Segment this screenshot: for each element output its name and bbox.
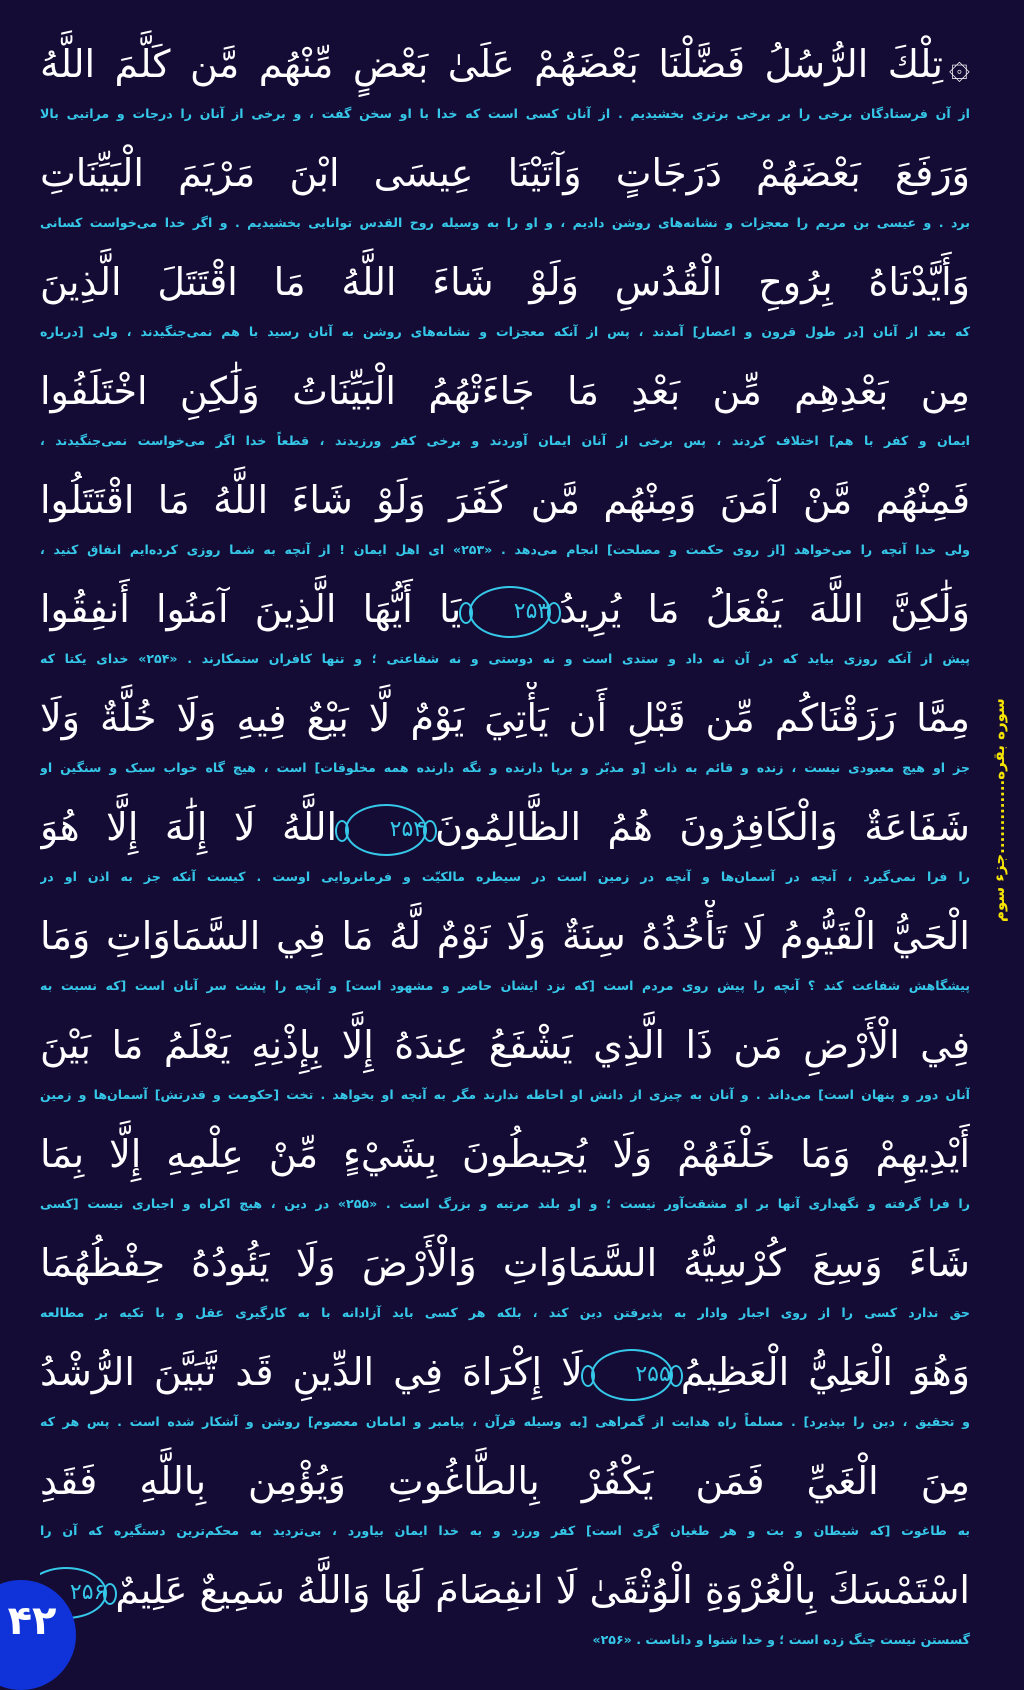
translation-line: ولی خدا آنچه را می‌خواهد [از روی حکمت و مصلحت] انجام می‌دهد . «۲۵۳» ای اهل ایمان ! از آنچه به شما روزی کرده‌ایم انفاق کنید ،: [40, 542, 970, 557]
translation-line: که بعد از آنان [در طول قرون و اعصار] آمدند ، پس از آنکه معجزات و نشانه‌های روشن به آنان رسید با هم نمی‌جنگیدند ، ولی [درباره: [40, 324, 970, 339]
translation-line: پیش از آنکه روزی بیاید که در آن نه داد و ستدی است و نه دوستی و نه شفاعتی ؛ و تنها کافران ستمکارند . «۲۵۴» خدای یکتا که: [40, 651, 970, 666]
verse-block: [40, 28, 970, 137]
translation-line: جز او هیچ معبودی نیست ، زنده و قائم به ذات [و مدبّر و برپا دارنده و نگه دارنده همه مخلوقات] است ، هیچ گاه خواب سبک و سنگین او: [40, 760, 970, 775]
arabic-line: فَمِنْهُم مَّنْ آمَنَ وَمِنْهُم مَّن كَفَرَ وَلَوْ شَاءَ اللَّهُ مَا اقْتَتَلُوا: [40, 478, 970, 522]
verse-block: [40, 464, 970, 573]
arabic-line: [40, 791, 970, 863]
arabic-text: اللَّهُ لَا إِلَٰهَ إِلَّا هُوَ: [40, 805, 338, 849]
rub-el-hizb-icon: ۞: [948, 45, 970, 87]
verse-block: [40, 1554, 970, 1663]
arabic-line: أَيْدِيهِمْ وَمَا خَلْفَهُمْ وَلَا يُحِيطُونَ بِشَيْءٍ مِّنْ عِلْمِهِ إِلَّا بِمَا: [40, 1132, 970, 1176]
translation-line: پیشگاهش شفاعت کند ؟ آنچه را پیش روی مردم است [که نزد ایشان حاضر و مشهود است] و آنچه را پشت سر آنان است [که نسبت به: [40, 978, 970, 993]
verse-block: [40, 137, 970, 246]
verse-number-marker: ۲۵۵: [591, 1349, 673, 1401]
arabic-line: مِنَ الْغَيِّ فَمَن يَكْفُرْ بِالطَّاغُوتِ وَيُؤْمِن بِاللَّهِ فَقَدِ: [40, 1459, 970, 1503]
verse-number-marker: ۲۵۳: [469, 586, 551, 638]
arabic-text: وَلَٰكِنَّ اللَّهَ يَفْعَلُ مَا يُرِيدُ: [559, 587, 970, 631]
verse-block: [40, 355, 970, 464]
verse-block: [40, 1227, 970, 1336]
translation-line: حق ندارد کسی را از روی اجبار وادار به پذیرفتن دین کند ، بلکه هر کسی باید آزادانه با به کارگیری عقل و با تکیه بر مطالعه: [40, 1305, 970, 1320]
translation-line: از آن فرستادگان برخی را بر برخی برتری بخشیدیم . از آنان کسی است که خدا با او سخن گفت ، و برخی از آنان را درجات و مراتبی بالا: [40, 106, 970, 121]
page-number: ۴۲: [7, 1598, 57, 1644]
arabic-line: مِمَّا رَزَقْنَاكُم مِّن قَبْلِ أَن يَأْتِيَ يَوْمٌ لَّا بَيْعٌ فِيهِ وَلَا خُلَّةٌ وَلَا: [40, 696, 970, 740]
verse-block: [40, 246, 970, 355]
verse-number-marker: ۲۵۶: [40, 1567, 107, 1619]
arabic-text: تِلْكَ الرُّسُلُ فَضَّلْنَا بَعْضَهُمْ عَلَىٰ بَعْضٍ مِّنْهُم مَّن كَلَّمَ اللَّهُ: [40, 42, 943, 86]
verse-block: [40, 1118, 970, 1227]
arabic-line: [40, 1554, 970, 1626]
arabic-text: لَا إِكْرَاهَ فِي الدِّينِ قَد تَّبَيَّنَ الرُّشْدُ: [40, 1350, 583, 1394]
verse-block: [40, 1009, 970, 1118]
arabic-line: مِن بَعْدِهِم مِّن بَعْدِ مَا جَاءَتْهُمُ الْبَيِّنَاتُ وَلَٰكِنِ اخْتَلَفُوا: [40, 369, 970, 413]
arabic-line: شَاءَ وَسِعَ كُرْسِيُّهُ السَّمَاوَاتِ وَالْأَرْضَ وَلَا يَئُودُهُ حِفْظُهُمَا: [40, 1241, 970, 1285]
translation-line: ایمان و کفر با هم] اختلاف کردند ، پس برخی از آنان ایمان آوردند و برخی کفر ورزیدند ، قطعاً خدا اگر می‌خواست نمی‌جنگیدند ،: [40, 433, 970, 448]
translation-line: و تحقیق ، دین را بپذیرد] . مسلماً راه هدایت از گمراهی [به وسیله قرآن ، پیامبر و امامان معصوم] روشن و آشکار شده است . پس هر که: [40, 1414, 970, 1429]
verse-block: [40, 900, 970, 1009]
translation-line: برد . و عیسی بن مریم را معجزات و نشانه‌های روشن دادیم ، و او را به وسیله روح القدس توانایی بخشیدیم . و اگر خدا می‌خواست کسانی: [40, 215, 970, 230]
translation-line: را فرا نمی‌گیرد ، آنچه در آسمان‌ها و آنچه در زمین است در سیطره مالکیّت و فرمانروایی اوست . کیست آنکه جز به اذن او در: [40, 869, 970, 884]
verse-lines: [40, 28, 970, 1663]
arabic-text: شَفَاعَةٌ وَالْكَافِرُونَ هُمُ الظَّالِمُونَ: [435, 805, 970, 849]
arabic-text: وَهُوَ الْعَلِيُّ الْعَظِيمُ: [680, 1350, 970, 1394]
arabic-line: [40, 573, 970, 645]
verse-block: [40, 1336, 970, 1445]
translation-line: به طاغوت [که شیطان و بت و هر طغیان گری است] کفر ورزد و به خدا ایمان بیاورد ، بی‌تردید به محکم‌ترین دستگیره که آن را: [40, 1523, 970, 1538]
arabic-line: [40, 1336, 970, 1408]
verse-block: [40, 682, 970, 791]
verse-block: [40, 573, 970, 682]
arabic-line: الْحَيُّ الْقَيُّومُ لَا تَأْخُذُهُ سِنَةٌ وَلَا نَوْمٌ لَّهُ مَا فِي السَّمَاوَاتِ وَمَا: [40, 914, 970, 958]
surah-juz-label: سوره بقره.............جزء سوم: [990, 698, 1008, 922]
arabic-line: [40, 28, 970, 100]
translation-line: آنان دور و پنهان است] می‌داند . و آنان به چیزی از دانش او احاطه ندارند مگر به آنچه او بخواهد . تخت [حکومت و قدرتش] آسمان‌ها و زمین: [40, 1087, 970, 1102]
arabic-line: وَأَيَّدْنَاهُ بِرُوحِ الْقُدُسِ وَلَوْ شَاءَ اللَّهُ مَا اقْتَتَلَ الَّذِينَ: [40, 260, 970, 304]
translation-line: گسستن نیست چنگ زده است ؛ و خدا شنوا و داناست . «۲۵۶»: [592, 1632, 970, 1647]
verse-block: [40, 1445, 970, 1554]
verse-block: [40, 791, 970, 900]
arabic-line: فِي الْأَرْضِ مَن ذَا الَّذِي يَشْفَعُ عِندَهُ إِلَّا بِإِذْنِهِ يَعْلَمُ مَا بَيْنَ: [40, 1023, 970, 1067]
arabic-line: وَرَفَعَ بَعْضَهُمْ دَرَجَاتٍ وَآتَيْنَا عِيسَى ابْنَ مَرْيَمَ الْبَيِّنَاتِ: [40, 151, 970, 195]
arabic-text: اسْتَمْسَكَ بِالْعُرْوَةِ الْوُثْقَىٰ لَا انفِصَامَ لَهَا وَاللَّهُ سَمِيعٌ عَلِيمٌ: [115, 1568, 970, 1612]
arabic-text: يَا أَيُّهَا الَّذِينَ آمَنُوا أَنفِقُوا: [40, 587, 462, 631]
translation-line: را فرا گرفته و نگهداری آنها بر او مشقت‌آور نیست ؛ و او بلند مرتبه و بزرگ است . «۲۵۵» در دین ، هیچ اکراه و اجباری نیست [کسی: [40, 1196, 970, 1211]
verse-number-marker: ۲۵۴: [345, 804, 427, 856]
